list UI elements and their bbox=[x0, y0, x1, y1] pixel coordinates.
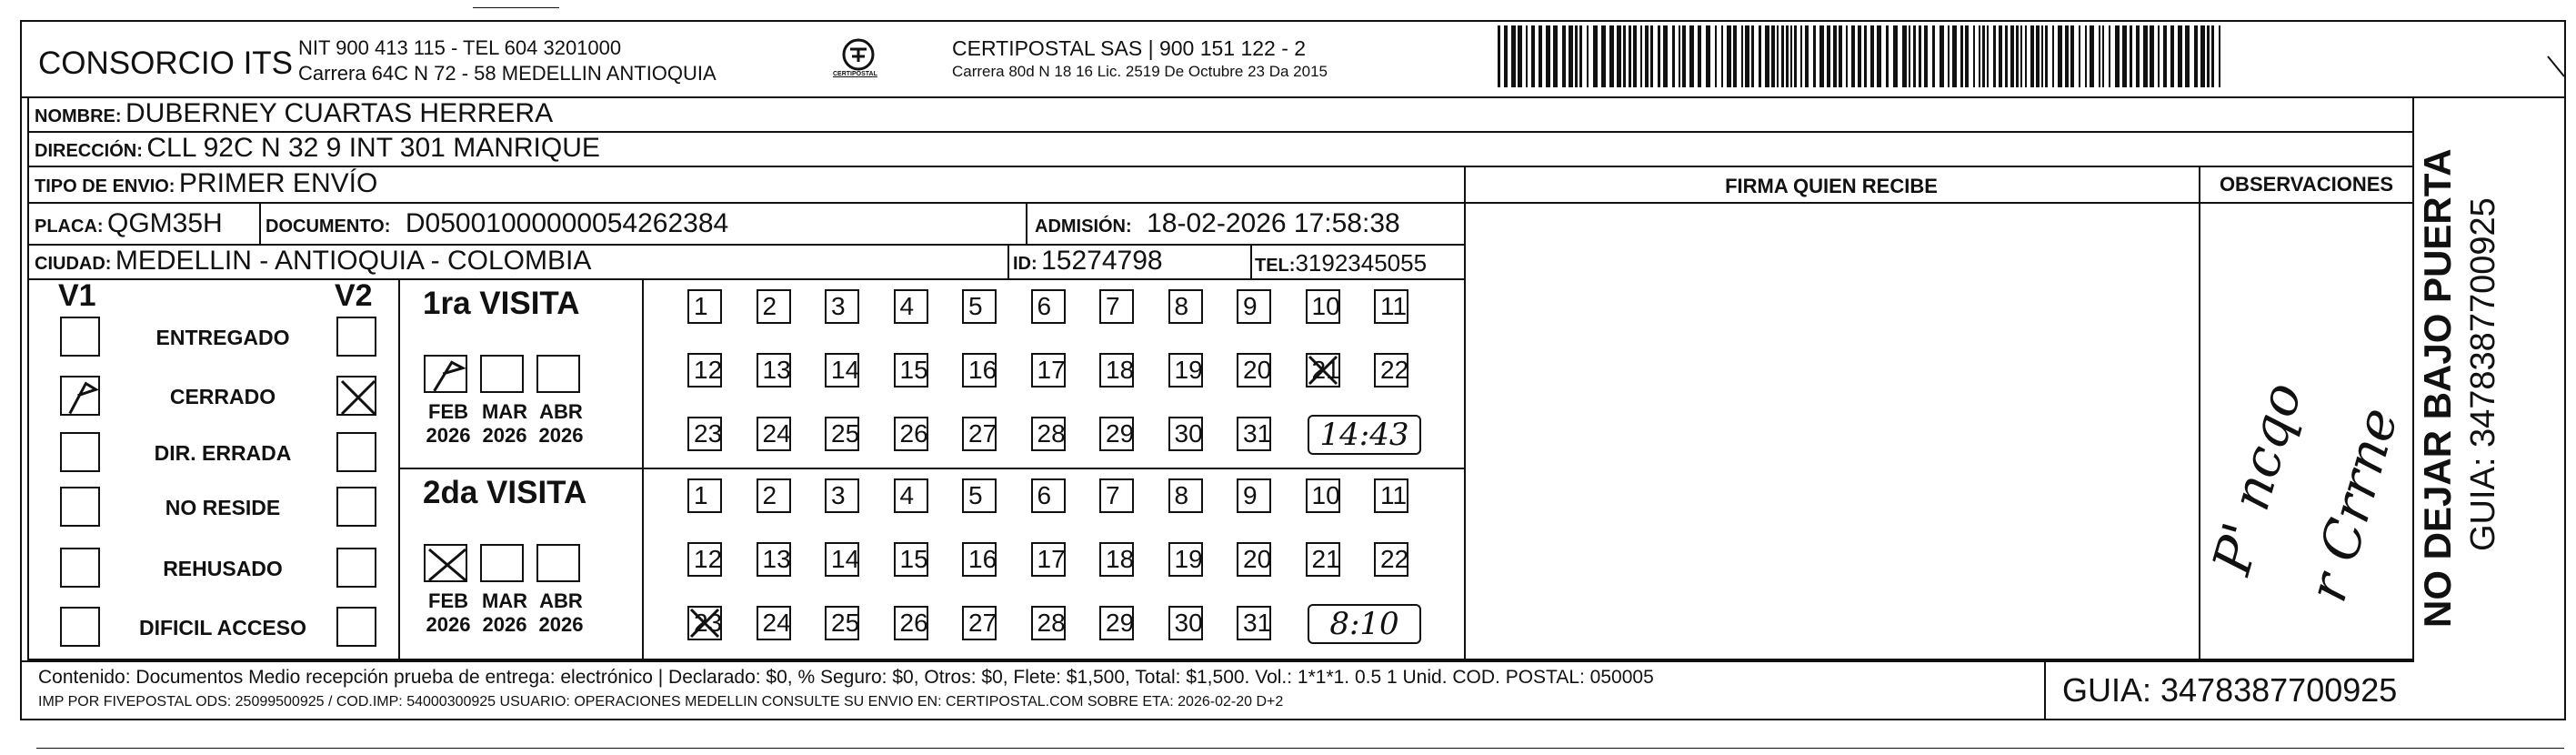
day-box: 1 bbox=[687, 478, 722, 513]
month-year: 2026 bbox=[426, 613, 471, 636]
visit-title: 2da VISITA bbox=[423, 475, 587, 510]
day-box: 25 bbox=[825, 417, 859, 451]
barcode-bar bbox=[1679, 25, 1680, 87]
month-checkbox bbox=[536, 544, 580, 582]
visit-title: 1ra VISITA bbox=[423, 286, 580, 321]
logo-caption: CERTIPOSTAL bbox=[833, 71, 877, 77]
day-box: 29 bbox=[1099, 417, 1134, 451]
company-address: Carrera 64C N 72 - 58 MEDELLIN ANTIOQUIA bbox=[298, 62, 717, 85]
id-label: ID: bbox=[1013, 254, 1037, 274]
day-box: 4 bbox=[894, 289, 928, 324]
barcode-bar bbox=[1813, 25, 1816, 87]
day-box: 9 bbox=[1237, 478, 1271, 513]
barcode-bar bbox=[1569, 25, 1573, 87]
day-box: 5 bbox=[962, 478, 997, 513]
barcode-bar bbox=[1777, 25, 1779, 87]
day-box: 26 bbox=[894, 606, 928, 640]
documento-row bbox=[266, 208, 728, 239]
day-box: 24 bbox=[757, 606, 791, 640]
day-box: 19 bbox=[1168, 542, 1203, 577]
side-warning: NO DEJAR BAJO PUERTA bbox=[2416, 148, 2459, 628]
day-box: 7 bbox=[1099, 289, 1134, 324]
day-box: 28 bbox=[1031, 606, 1066, 640]
day-box: 27 bbox=[962, 606, 997, 640]
barcode-bar bbox=[2036, 25, 2040, 87]
documento-label: DOCUMENTO: bbox=[266, 216, 391, 237]
day-box: 31 bbox=[1237, 606, 1271, 640]
day-box: 8 bbox=[1168, 289, 1203, 324]
barcode-bar bbox=[1575, 25, 1578, 87]
month-checkbox bbox=[424, 544, 467, 582]
barcode-bar bbox=[2178, 25, 2182, 87]
barcode-bar bbox=[1902, 25, 1907, 87]
firma-header: FIRMA QUIEN RECIBE bbox=[1725, 175, 1938, 197]
id-row bbox=[1013, 246, 1163, 277]
day-box: 14 bbox=[825, 542, 859, 577]
day-box: 2 bbox=[757, 478, 791, 513]
x-mark-icon bbox=[687, 606, 722, 640]
barcode-bar bbox=[1919, 25, 1921, 87]
barcode-bar bbox=[1893, 25, 1898, 87]
observaciones-header: OBSERVACIONES bbox=[2219, 173, 2394, 196]
id-divider bbox=[1007, 244, 1009, 278]
month-name: ABR bbox=[539, 589, 583, 612]
barcode-bar bbox=[2109, 25, 2110, 87]
day-box: 15 bbox=[894, 542, 928, 577]
barcode-bar bbox=[1858, 25, 1861, 87]
month-year: 2026 bbox=[538, 613, 584, 636]
barcode-bar bbox=[2010, 25, 2014, 87]
day-box: 20 bbox=[1237, 542, 1271, 577]
barcode-bar bbox=[1877, 25, 1881, 87]
month-checkbox bbox=[480, 355, 524, 393]
x-mark-icon bbox=[1306, 353, 1340, 388]
day-box: 12 bbox=[687, 542, 722, 577]
barcode-bar bbox=[1553, 25, 1558, 87]
barcode-bar bbox=[2136, 25, 2140, 87]
barcode-bar bbox=[1759, 25, 1761, 87]
day-box: 10 bbox=[1306, 289, 1340, 324]
day-box: 18 bbox=[1099, 353, 1134, 388]
barcode-bar bbox=[2143, 25, 2148, 87]
barcode-bar bbox=[1562, 25, 1566, 87]
day-box: 31 bbox=[1237, 417, 1271, 451]
footer-line-2: IMP POR FIVEPOSTAL ODS: 25099500925 / COD.IMP: 54000300925 USUARIO: OPERACIONES MEDELLIN CONSULTE SU ENVIO EN: CERTIPOSTAL.COM SOBRE ETA: 2026-02-20 D+2 bbox=[38, 694, 1284, 710]
day-box: 2 bbox=[757, 289, 791, 324]
status-divider bbox=[398, 278, 400, 660]
barcode-bar bbox=[2102, 25, 2104, 87]
day-mark bbox=[687, 606, 722, 640]
firma-left-border bbox=[1464, 166, 1466, 660]
ciudad-value: MEDELLIN - ANTIOQUIA - COLOMBIA bbox=[115, 246, 592, 276]
v1-checkbox bbox=[60, 432, 100, 472]
v1-label: V1 bbox=[58, 278, 96, 313]
day-box: 7 bbox=[1099, 478, 1134, 513]
footer-guia-divider bbox=[2044, 660, 2046, 720]
barcode-bar bbox=[2170, 25, 2174, 87]
x-mark-icon bbox=[338, 378, 378, 418]
status-option-label: REHUSADO bbox=[163, 557, 283, 580]
day-box: 5 bbox=[962, 289, 997, 324]
tel-label: TEL: bbox=[1255, 256, 1296, 276]
barcode-bar bbox=[2085, 25, 2087, 87]
barcode-bar bbox=[1741, 25, 1743, 87]
barcode bbox=[1496, 25, 2225, 87]
barcode-bar bbox=[1794, 25, 1797, 87]
barcode-bar bbox=[2130, 25, 2132, 87]
placa-value: QGM35H bbox=[107, 208, 223, 238]
barcode-bar bbox=[1870, 25, 1874, 87]
barcode-bar bbox=[1781, 25, 1784, 87]
barcode-bar bbox=[2058, 25, 2062, 87]
month-year: 2026 bbox=[426, 424, 471, 447]
id-value: 15274798 bbox=[1041, 246, 1163, 276]
placa-label: PLACA: bbox=[35, 216, 104, 237]
admision-value: 18-02-2026 17:58:38 bbox=[1147, 208, 1400, 238]
admision-divider bbox=[1026, 202, 1027, 244]
v2-checkbox bbox=[336, 548, 376, 588]
barcode-bar bbox=[2065, 25, 2069, 87]
barcode-bar bbox=[1663, 25, 1668, 87]
tipo-envio-row bbox=[35, 168, 377, 199]
barcode-bar bbox=[1965, 25, 1969, 87]
day-box: 3 bbox=[825, 478, 859, 513]
barcode-bar bbox=[1498, 25, 1500, 87]
barcode-bar bbox=[1689, 25, 1694, 87]
barcode-bar bbox=[1546, 25, 1550, 87]
company-name: CONSORCIO ITS bbox=[38, 45, 294, 81]
barcode-bar bbox=[1727, 25, 1731, 87]
v1-checkbox bbox=[60, 376, 100, 416]
barcode-bar bbox=[1948, 25, 1950, 87]
day-box: 13 bbox=[757, 542, 791, 577]
barcode-bar bbox=[2030, 25, 2034, 87]
day-box: 6 bbox=[1031, 478, 1066, 513]
barcode-bar bbox=[1805, 25, 1809, 87]
month-checkbox bbox=[480, 544, 524, 582]
visit-time: 8:10 bbox=[1308, 604, 1421, 644]
barcode-bar bbox=[2185, 25, 2190, 87]
day-box: 23 bbox=[687, 417, 722, 451]
scan-line-bottom bbox=[36, 748, 2564, 749]
tel-value: 3192345055 bbox=[1295, 249, 1428, 277]
day-box: 16 bbox=[962, 353, 997, 388]
day-box: 10 bbox=[1306, 478, 1340, 513]
documento-value: D05001000000054262384 bbox=[405, 208, 729, 238]
barcode-bar bbox=[2025, 25, 2027, 87]
barcode-bar bbox=[1979, 25, 1980, 87]
admision-row bbox=[1035, 208, 1400, 239]
barcode-bar bbox=[2163, 25, 2167, 87]
visit-separator bbox=[398, 468, 1464, 469]
barcode-bar bbox=[1745, 25, 1749, 87]
barcode-bar bbox=[1721, 25, 1723, 87]
barcode-bar bbox=[1633, 25, 1637, 87]
day-box: 27 bbox=[962, 417, 997, 451]
v2-checkbox bbox=[336, 317, 376, 357]
barcode-bar bbox=[1601, 25, 1606, 87]
barcode-bar bbox=[1511, 25, 1516, 87]
barcode-bar bbox=[1715, 25, 1717, 87]
row-line-3 bbox=[27, 202, 2414, 204]
day-box: 19 bbox=[1168, 353, 1203, 388]
nombre-row bbox=[35, 98, 553, 129]
v2-checkbox bbox=[336, 487, 376, 527]
day-box: 6 bbox=[1031, 289, 1066, 324]
barcode-bar bbox=[1733, 25, 1737, 87]
day-box: 23 bbox=[687, 606, 722, 640]
barcode-bar bbox=[1973, 25, 1975, 87]
placa-divider bbox=[259, 202, 261, 244]
barcode-bar bbox=[1827, 25, 1830, 87]
month-name: MAR bbox=[481, 400, 528, 423]
month-name: FEB bbox=[428, 400, 468, 423]
day-box: 13 bbox=[757, 353, 791, 388]
ciudad-row bbox=[35, 246, 591, 277]
day-box: 22 bbox=[1374, 542, 1408, 577]
barcode-bar bbox=[1609, 25, 1614, 87]
barcode-bar bbox=[1846, 25, 1848, 87]
barcode-graphic bbox=[1496, 25, 2225, 87]
day-box: 26 bbox=[894, 417, 928, 451]
barcode-bar bbox=[2122, 25, 2127, 87]
barcode-bar bbox=[2194, 25, 2198, 87]
barcode-bar bbox=[2115, 25, 2120, 87]
visit-time: 14:43 bbox=[1308, 415, 1421, 455]
direccion-row bbox=[35, 133, 600, 164]
barcode-bar bbox=[1579, 25, 1582, 87]
v2-label: V2 bbox=[335, 278, 373, 313]
barcode-bar bbox=[1913, 25, 1916, 87]
barcode-bar bbox=[1800, 25, 1802, 87]
day-box: 22 bbox=[1374, 353, 1408, 388]
barcode-bar bbox=[1924, 25, 1928, 87]
month-year: 2026 bbox=[482, 613, 527, 636]
footer-line-1: Contenido: Documentos Medio recepción prueba de entrega: electrónico | Declarado: $0, % Seguro: $0, Otros: $0, Flete: $1,500, Total: $1,500. Vol.: 1*1*1. 0.5 1 Unid. COD. POSTAL: 050005 bbox=[38, 667, 1654, 688]
v1-checkbox bbox=[60, 607, 100, 647]
barcode-bar bbox=[1640, 25, 1642, 87]
barcode-bar bbox=[2207, 25, 2210, 87]
barcode-bar bbox=[1504, 25, 1508, 87]
flag-mark-icon bbox=[426, 357, 469, 395]
day-box: 8 bbox=[1168, 478, 1203, 513]
day-box: 14 bbox=[825, 353, 859, 388]
v2-checkbox bbox=[336, 376, 376, 416]
barcode-bar bbox=[2052, 25, 2054, 87]
barcode-bar bbox=[1593, 25, 1598, 87]
month-checkbox bbox=[536, 355, 580, 393]
barcode-bar bbox=[2005, 25, 2008, 87]
day-box: 30 bbox=[1168, 417, 1203, 451]
v1-checkbox bbox=[60, 317, 100, 357]
status-option-label: NO RESIDE bbox=[165, 496, 281, 519]
day-box: 4 bbox=[894, 478, 928, 513]
barcode-bar bbox=[1706, 25, 1710, 87]
visits-divider bbox=[642, 278, 644, 660]
status-option-label: CERRADO bbox=[169, 385, 276, 408]
day-box: 21 bbox=[1306, 353, 1340, 388]
day-box: 21 bbox=[1306, 542, 1340, 577]
status-option-label: ENTREGADO bbox=[155, 326, 290, 349]
day-box: 16 bbox=[962, 542, 997, 577]
day-box: 25 bbox=[825, 606, 859, 640]
barcode-bar bbox=[1587, 25, 1589, 87]
carrier-name: CERTIPOSTAL SAS | 900 151 122 - 2 bbox=[952, 36, 1307, 60]
barcode-bar bbox=[1539, 25, 1542, 87]
barcode-bar bbox=[2158, 25, 2160, 87]
v2-checkbox bbox=[336, 607, 376, 647]
status-option-label: DIR. ERRADA bbox=[154, 441, 292, 465]
day-box: 15 bbox=[894, 353, 928, 388]
nombre-label: NOMBRE: bbox=[35, 106, 122, 126]
barcode-bar bbox=[1940, 25, 1944, 87]
day-box: 24 bbox=[757, 417, 791, 451]
barcode-bar bbox=[1623, 25, 1626, 87]
status-option-label: DIFICIL ACCESO bbox=[138, 616, 306, 639]
day-box: 29 bbox=[1099, 606, 1134, 640]
day-box: 11 bbox=[1374, 478, 1408, 513]
barcode-bar bbox=[1617, 25, 1621, 87]
barcode-bar bbox=[1645, 25, 1649, 87]
footer-divider bbox=[20, 660, 2414, 662]
scan-mark-right bbox=[2546, 55, 2573, 96]
day-box: 9 bbox=[1237, 289, 1271, 324]
barcode-bar bbox=[2211, 25, 2214, 87]
barcode-bar bbox=[1672, 25, 1675, 87]
day-box: 11 bbox=[1374, 289, 1408, 324]
barcode-bar bbox=[1629, 25, 1631, 87]
barcode-bar bbox=[1987, 25, 1989, 87]
barcode-bar bbox=[1864, 25, 1867, 87]
direccion-label: DIRECCIÓN: bbox=[35, 141, 143, 161]
barcode-bar bbox=[1531, 25, 1535, 87]
ciudad-label: CIUDAD: bbox=[35, 254, 112, 274]
barcode-bar bbox=[2070, 25, 2074, 87]
day-box: 20 bbox=[1237, 353, 1271, 388]
barcode-bar bbox=[1526, 25, 1528, 87]
barcode-bar bbox=[1932, 25, 1935, 87]
barcode-bar bbox=[1909, 25, 1910, 87]
barcode-bar bbox=[2099, 25, 2100, 87]
barcode-bar bbox=[1993, 25, 1996, 87]
day-mark bbox=[1306, 353, 1340, 388]
barcode-bar bbox=[1765, 25, 1769, 87]
admision-label: ADMISIÓN: bbox=[1035, 216, 1132, 237]
v1-checkbox bbox=[60, 487, 100, 527]
barcode-bar bbox=[1518, 25, 1522, 87]
barcode-bar bbox=[1952, 25, 1957, 87]
barcode-bar bbox=[1839, 25, 1842, 87]
barcode-bar bbox=[1886, 25, 1889, 87]
observaciones-handwriting-1: P' ncqo bbox=[2200, 376, 2314, 581]
barcode-bar bbox=[1960, 25, 1963, 87]
day-box: 17 bbox=[1031, 353, 1066, 388]
barcode-bar bbox=[2020, 25, 2022, 87]
day-box: 17 bbox=[1031, 542, 1066, 577]
row-line-2 bbox=[27, 166, 2414, 167]
nombre-value: DUBERNEY CUARTAS HERRERA bbox=[125, 98, 554, 128]
v1-checkbox bbox=[60, 548, 100, 588]
barcode-bar bbox=[2016, 25, 2019, 87]
barcode-bar bbox=[1650, 25, 1653, 87]
barcode-bar bbox=[2079, 25, 2080, 87]
day-box: 28 bbox=[1031, 417, 1066, 451]
month-year: 2026 bbox=[538, 424, 584, 447]
barcode-bar bbox=[2045, 25, 2048, 87]
side-guia: GUIA: 3478387700925 bbox=[2464, 197, 2502, 551]
barcode-bar bbox=[2041, 25, 2043, 87]
tipo-envio-value: PRIMER ENVÍO bbox=[178, 168, 378, 198]
barcode-bar bbox=[1658, 25, 1660, 87]
barcode-bar bbox=[1999, 25, 2002, 87]
v2-checkbox bbox=[336, 432, 376, 472]
barcode-bar bbox=[1819, 25, 1824, 87]
month-checkbox bbox=[424, 355, 467, 393]
day-box: 1 bbox=[687, 289, 722, 324]
direccion-value: CLL 92C N 32 9 INT 301 MANRIQUE bbox=[146, 133, 600, 163]
barcode-bar bbox=[1833, 25, 1837, 87]
flag-mark-icon bbox=[62, 378, 102, 418]
barcode-bar bbox=[2090, 25, 2094, 87]
month-name: MAR bbox=[481, 589, 528, 612]
barcode-bar bbox=[1771, 25, 1775, 87]
observaciones-left-border bbox=[2199, 166, 2200, 660]
tipo-envio-label: TIPO DE ENVIO: bbox=[35, 176, 175, 196]
month-name: FEB bbox=[428, 589, 468, 612]
barcode-bar bbox=[2150, 25, 2154, 87]
row-line-5 bbox=[27, 278, 1464, 280]
month-year: 2026 bbox=[482, 424, 527, 447]
day-box: 3 bbox=[825, 289, 859, 324]
scan-line-top bbox=[473, 7, 559, 8]
barcode-bar bbox=[1682, 25, 1686, 87]
placa-row bbox=[35, 208, 223, 239]
barcode-bar bbox=[1851, 25, 1855, 87]
barcode-bar bbox=[1786, 25, 1789, 87]
footer-guia: GUIA: 3478387700925 bbox=[2062, 671, 2398, 709]
day-box: 18 bbox=[1099, 542, 1134, 577]
month-name: ABR bbox=[539, 400, 583, 423]
carrier-address: Carrera 80d N 18 16 Lic. 2519 De Octubre 23 Da 2015 bbox=[952, 63, 1328, 80]
tel-divider bbox=[1250, 244, 1252, 278]
tel-row bbox=[1255, 249, 1427, 277]
x-mark-icon bbox=[426, 546, 469, 584]
day-box: 30 bbox=[1168, 606, 1203, 640]
company-nit: NIT 900 413 115 - TEL 604 3201000 bbox=[298, 36, 622, 59]
barcode-bar bbox=[2200, 25, 2205, 87]
observaciones-handwriting-2: r Crrne bbox=[2296, 400, 2411, 609]
barcode-bar bbox=[1982, 25, 1985, 87]
day-box: 12 bbox=[687, 353, 722, 388]
barcode-bar bbox=[1790, 25, 1792, 87]
barcode-bar bbox=[1698, 25, 1701, 87]
barcode-bar bbox=[1751, 25, 1754, 87]
barcode-bar bbox=[2219, 25, 2220, 87]
